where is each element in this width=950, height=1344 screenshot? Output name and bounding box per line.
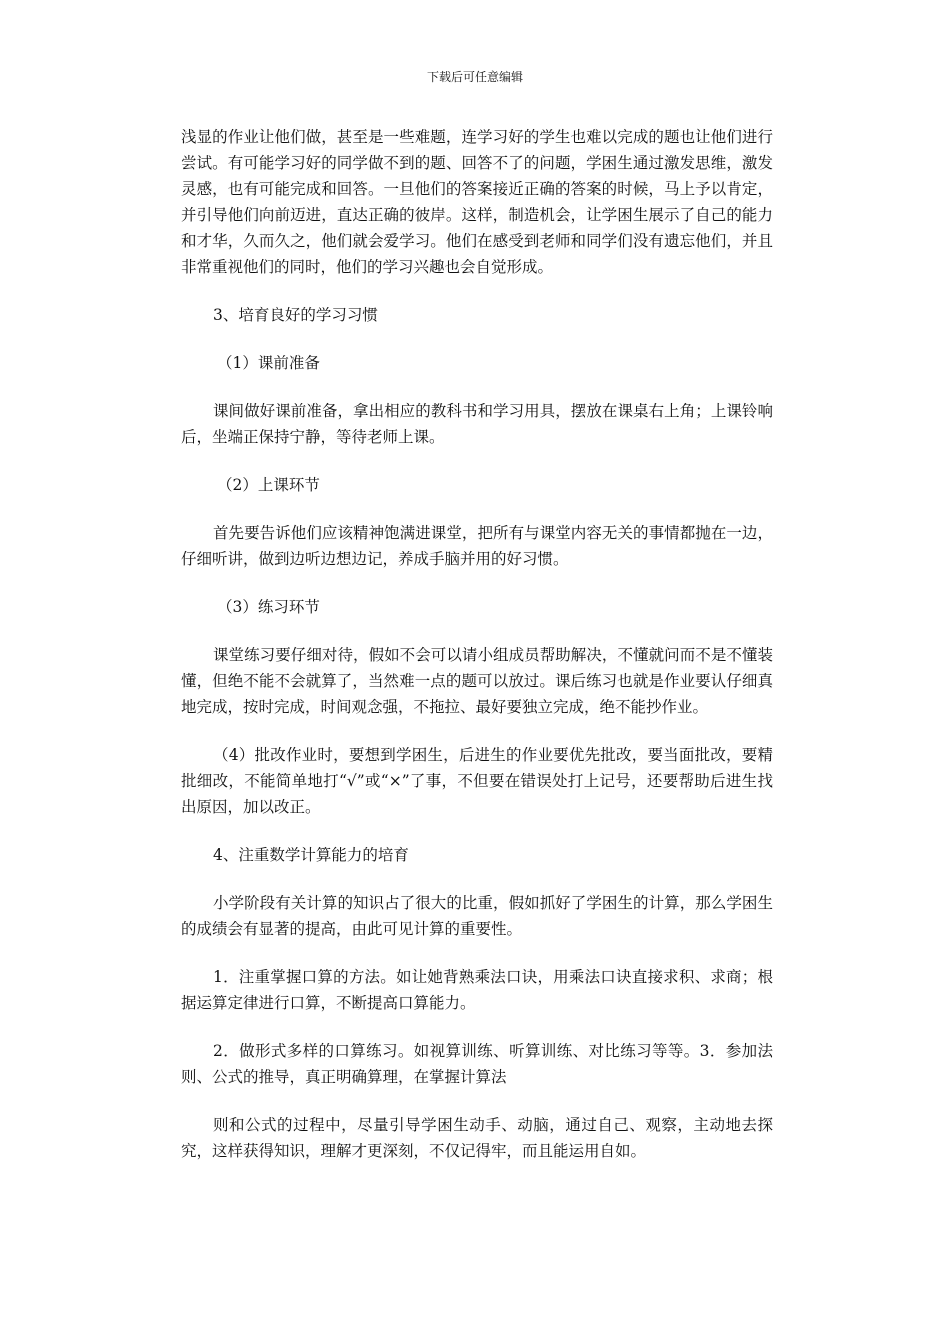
paragraph: 2．做形式多样的口算练习。如视算训练、听算训练、对比练习等等。3．参加法则、公式的推导，真正明确算理，在掌握计算法 bbox=[181, 1042, 773, 1086]
paragraph: 1．注重掌握口算的方法。如让她背熟乘法口诀，用乘法口诀直接求积、求商；根据运算定律进行口算，不断提高口算能力。 bbox=[181, 968, 773, 1012]
subsection-heading: （2）上课环节 bbox=[217, 476, 320, 494]
subsection-heading: （3）练习环节 bbox=[217, 598, 320, 616]
paragraph: （4）批改作业时，要想到学困生，后进生的作业要优先批改，要当面批改，要精批细改，不能简单地打“√”或“×”了事，不但要在错误处打上记号，还要帮助后进生找出原因，加以改正。 bbox=[181, 746, 773, 816]
paragraph: 课堂练习要仔细对待，假如不会可以请小组成员帮助解决，不懂就问而不是不懂装懂，但绝不能不会就算了，当然难一点的题可以放过。课后练习也就是作业要认仔细真地完成，按时完成，时间观念强，不拖拉、最好要独立完成，绝不能抄作业。 bbox=[181, 646, 773, 716]
paragraph: 课间做好课前准备，拿出相应的教科书和学习用具，摆放在课桌右上角；上课铃响后，坐端正保持宁静，等待老师上课。 bbox=[181, 402, 773, 446]
paragraph: 首先要告诉他们应该精神饱满进课堂，把所有与课堂内容无关的事情都抛在一边，仔细听讲，做到边听边想边记，养成手脑并用的好习惯。 bbox=[181, 524, 773, 568]
section-heading: 4、注重数学计算能力的培育 bbox=[213, 846, 409, 864]
paragraph: 浅显的作业让他们做，甚至是一些难题，连学习好的学生也难以完成的题也让他们进行尝试。有可能学习好的同学做不到的题、回答不了的问题，学困生通过激发思维，激发灵感，也有可能完成和回答。一旦他们的答案接近正确的答案的时候，马上予以肯定，并引导他们向前迈进，直达正确的彼岸。这样，制造机会，让学困生展示了自己的能力和才华，久而久之，他们就会爱学习。他们在感受到老师和同学们没有遗忘他们，并且非常重视他们的同时，他们的学习兴趣也会自觉形成。 bbox=[181, 128, 773, 276]
paragraph: 小学阶段有关计算的知识占了很大的比重，假如抓好了学困生的计算，那么学困生的成绩会有显著的提高，由此可见计算的重要性。 bbox=[181, 894, 773, 938]
page-header: 下载后可任意编辑 bbox=[426, 70, 523, 84]
subsection-heading: （1）课前准备 bbox=[217, 354, 320, 372]
document-body bbox=[181, 124, 773, 1186]
paragraph: 则和公式的过程中，尽量引导学困生动手、动脑，通过自己、观察，主动地去探究，这样获得知识，理解才更深刻，不仅记得牢，而且能运用自如。 bbox=[181, 1116, 773, 1160]
section-heading: 3、培育良好的学习习惯 bbox=[213, 306, 378, 324]
